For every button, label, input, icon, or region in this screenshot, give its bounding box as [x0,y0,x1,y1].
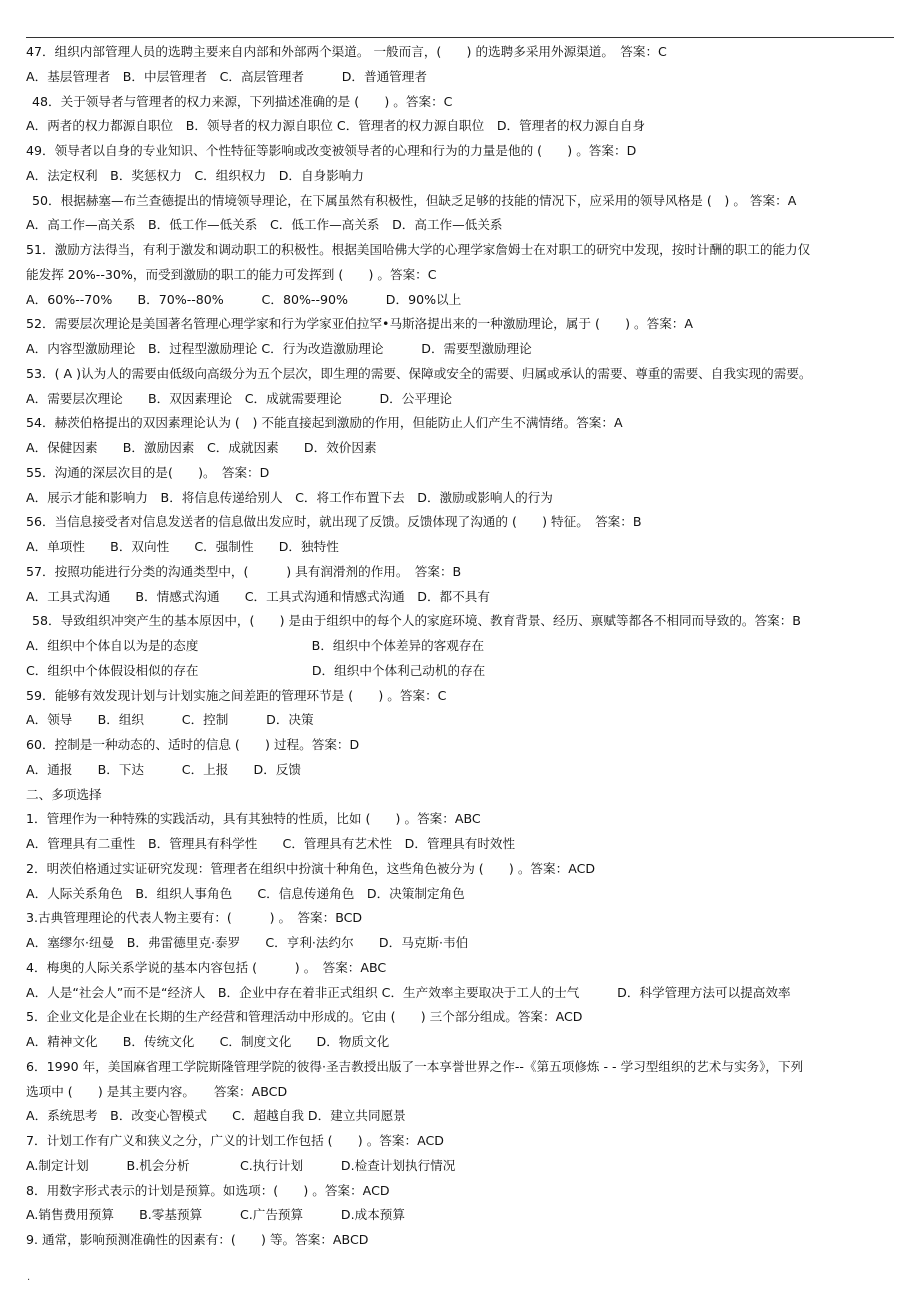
question-55: 55．沟通的深层次目的是( )。 答案：D [26,464,270,480]
options-59: A．领导 B．组织 C．控制 D．决策 [26,712,314,728]
question-59: 59．能够有效发现计划与计划实施之间差距的管理环节是 ( ) 。答案：C [26,687,447,703]
page-marker: . [27,1272,31,1283]
mc-question-1: 1．管理作为一种特殊的实践活动，具有其独特的性质，比如 ( ) 。答案：ABC [26,811,481,827]
mc-options-7: A.制定计划 B.机会分析 C.执行计划 D.检查计划执行情况 [26,1157,456,1173]
options-57: A．工具式沟通 B．情感式沟通 C．工具式沟通和情感式沟通 D．都不具有 [26,588,490,604]
mc-question-9: 9. 通常，影响预测准确性的因素有：( ) 等。答案：ABCD [26,1232,369,1247]
question-53: 53．( A )认为人的需要由低级向高级分为五个层次，即生理的需要、保障或安全的需要、归属或承认的需要、尊重的需要、自我实现的需要。 [26,365,812,381]
question-47: 47．组织内部管理人员的选聘主要来自内部和外部两个渠道。 一般而言，( ) 的选聘多采用外源渠道。 答案：C [26,44,667,59]
options-60: A．通报 B．下达 C．上报 D．反馈 [26,761,302,777]
question-58: 58．导致组织冲突产生的基本原因中，( ) 是由于组织中的每个人的家庭环境、教育背景、经历、禀赋等都各不相同而导致的。答案：B [32,613,801,629]
question-54: 54．赫茨伯格提出的双因素理论认为 ( ) 不能直接起到激励的作用，但能防止人们产生不满情绪。答案：A [26,415,623,431]
section-heading-multiple-choice: 二、多项选择 [26,786,102,802]
options-54: A．保健因素 B．激励因素 C．成就因素 D．效价因素 [26,440,377,455]
question-49: 49．领导者以自身的专业知识、个性特征等影响或改变被领导者的心理和行为的力量是他的 ( ) 。答案：D [26,143,637,158]
mc-question-7: 7．计划工作有广义和狭义之分，广义的计划工作包括 ( ) 。答案：ACD [26,1133,444,1148]
options-55: A．展示才能和影响力 B．将信息传递给别人 C．将工作布置下去 D．激励或影响人的行为 [26,489,553,505]
top-rule [26,37,894,38]
options-51: A．60%--70% B．70%--80% C．80%--90% D．90%以上 [26,291,462,307]
options-49: A．法定权利 B．奖惩权力 C．组织权力 D．自身影响力 [26,167,364,183]
options-58-ab: A．组织中个体自以为是的态度 B．组织中个体差异的客观存在 [26,638,485,653]
question-56: 56．当信息接受者对信息发送者的信息做出发应时，就出现了反馈。反馈体现了沟通的 ( ) 特征。 答案：B [26,514,642,530]
options-53: A．需要层次理论 B．双因素理论 C．成就需要理论 D．公平理论 [26,390,453,406]
mc-options-3: A．塞缪尔·纽曼 B．弗雷德里克·泰罗 C．亨利·法约尔 D．马克斯·韦伯 [26,935,469,950]
question-52: 52．需要层次理论是美国著名管理心理学家和行为学家亚伯拉罕•马斯洛提出来的一种激励理论，属于 ( ) 。答案：A [26,316,693,332]
options-47: A．基层管理者 B．中层管理者 C．高层管理者 D．普通管理者 [26,68,427,84]
options-56: A．单项性 B．双向性 C．强制性 D．独特性 [26,539,339,554]
mc-question-4: 4．梅奥的人际关系学说的基本内容包括 ( ) 。 答案：ABC [26,959,387,975]
mc-options-8: A.销售费用预算 B.零基预算 C.广告预算 D.成本预算 [26,1207,405,1223]
question-51-cont: 能发挥 20%--30%，而受到激励的职工的能力可发挥到 ( ) 。答案：C [26,266,437,282]
document-body [26,40,906,1253]
mc-options-4: A．人是“社会人”而不是“经济人 B．企业中存在着非正式组织 C．生产效率主要取决于工人的士气 D．科学管理方法可以提高效率 [26,984,791,1000]
question-51: 51．激励方法得当，有利于激发和调动职工的积极性。根据美国哈佛大学的心理学家詹姆士在对职工的研究中发现，按时计酬的职工的能力仅 [26,242,811,257]
mc-question-3: 3.古典管理理论的代表人物主要有：( ) 。 答案：BCD [26,910,363,926]
mc-options-1: A．管理具有二重性 B．管理具有科学性 C．管理具有艺术性 D．管理具有时效性 [26,836,516,851]
mc-question-6-cont: 选项中 ( ) 是其主要内容。 答案：ABCD [26,1083,288,1099]
mc-options-6: A．系统思考 B．改变心智模式 C．超越自我 D．建立共同愿景 [26,1108,406,1124]
options-50: A．高工作—高关系 B．低工作—低关系 C．低工作—高关系 D．高工作—低关系 [26,217,503,233]
mc-question-2: 2．明茨伯格通过实证研究发现：管理者在组织中扮演十种角色，这些角色被分为 ( ) 。答案：ACD [26,860,596,876]
mc-options-5: A．精神文化 B．传统文化 C．制度文化 D．物质文化 [26,1034,390,1049]
question-57: 57．按照功能进行分类的沟通类型中，( ) 具有润滑剂的作用。 答案：B [26,563,462,579]
question-48: 48．关于领导者与管理者的权力来源，下列描述准确的是 ( ) 。答案：C [32,93,453,109]
question-60: 60．控制是一种动态的、适时的信息 ( ) 过程。答案：D [26,737,360,752]
mc-question-5: 5．企业文化是企业在长期的生产经营和管理活动中形成的。它由 ( ) 三个部分组成。答案：ACD [26,1009,583,1025]
options-58-cd: C．组织中个体假设相似的存在 D．组织中个体利己动机的存在 [26,662,486,678]
options-48: A．两者的权力都源自职位 B．领导者的权力源自职位 C．管理者的权力源自职位 D．管理者的权力源自自身 [26,118,646,134]
options-52: A．内容型激励理论 B．过程型激励理论 C．行为改造激励理论 D．需要型激励理论 [26,341,532,356]
mc-options-2: A．人际关系角色 B．组织人事角色 C．信息传递角色 D．决策制定角色 [26,885,465,901]
question-50: 50．根据赫塞—布兰查德提出的情境领导理论，在下属虽然有积极性，但缺乏足够的技能的情况下，应采用的领导风格是 ( ) 。 答案：A [32,192,797,208]
mc-question-8: 8．用数字形式表示的计划是预算。如选项：( ) 。答案：ACD [26,1182,390,1198]
mc-question-6: 6．1990 年，美国麻省理工学院斯隆管理学院的彼得·圣吉教授出版了一本享誉世界之作--《第五项修炼 - - 学习型组织的艺术与实务》，下列 [26,1058,804,1074]
